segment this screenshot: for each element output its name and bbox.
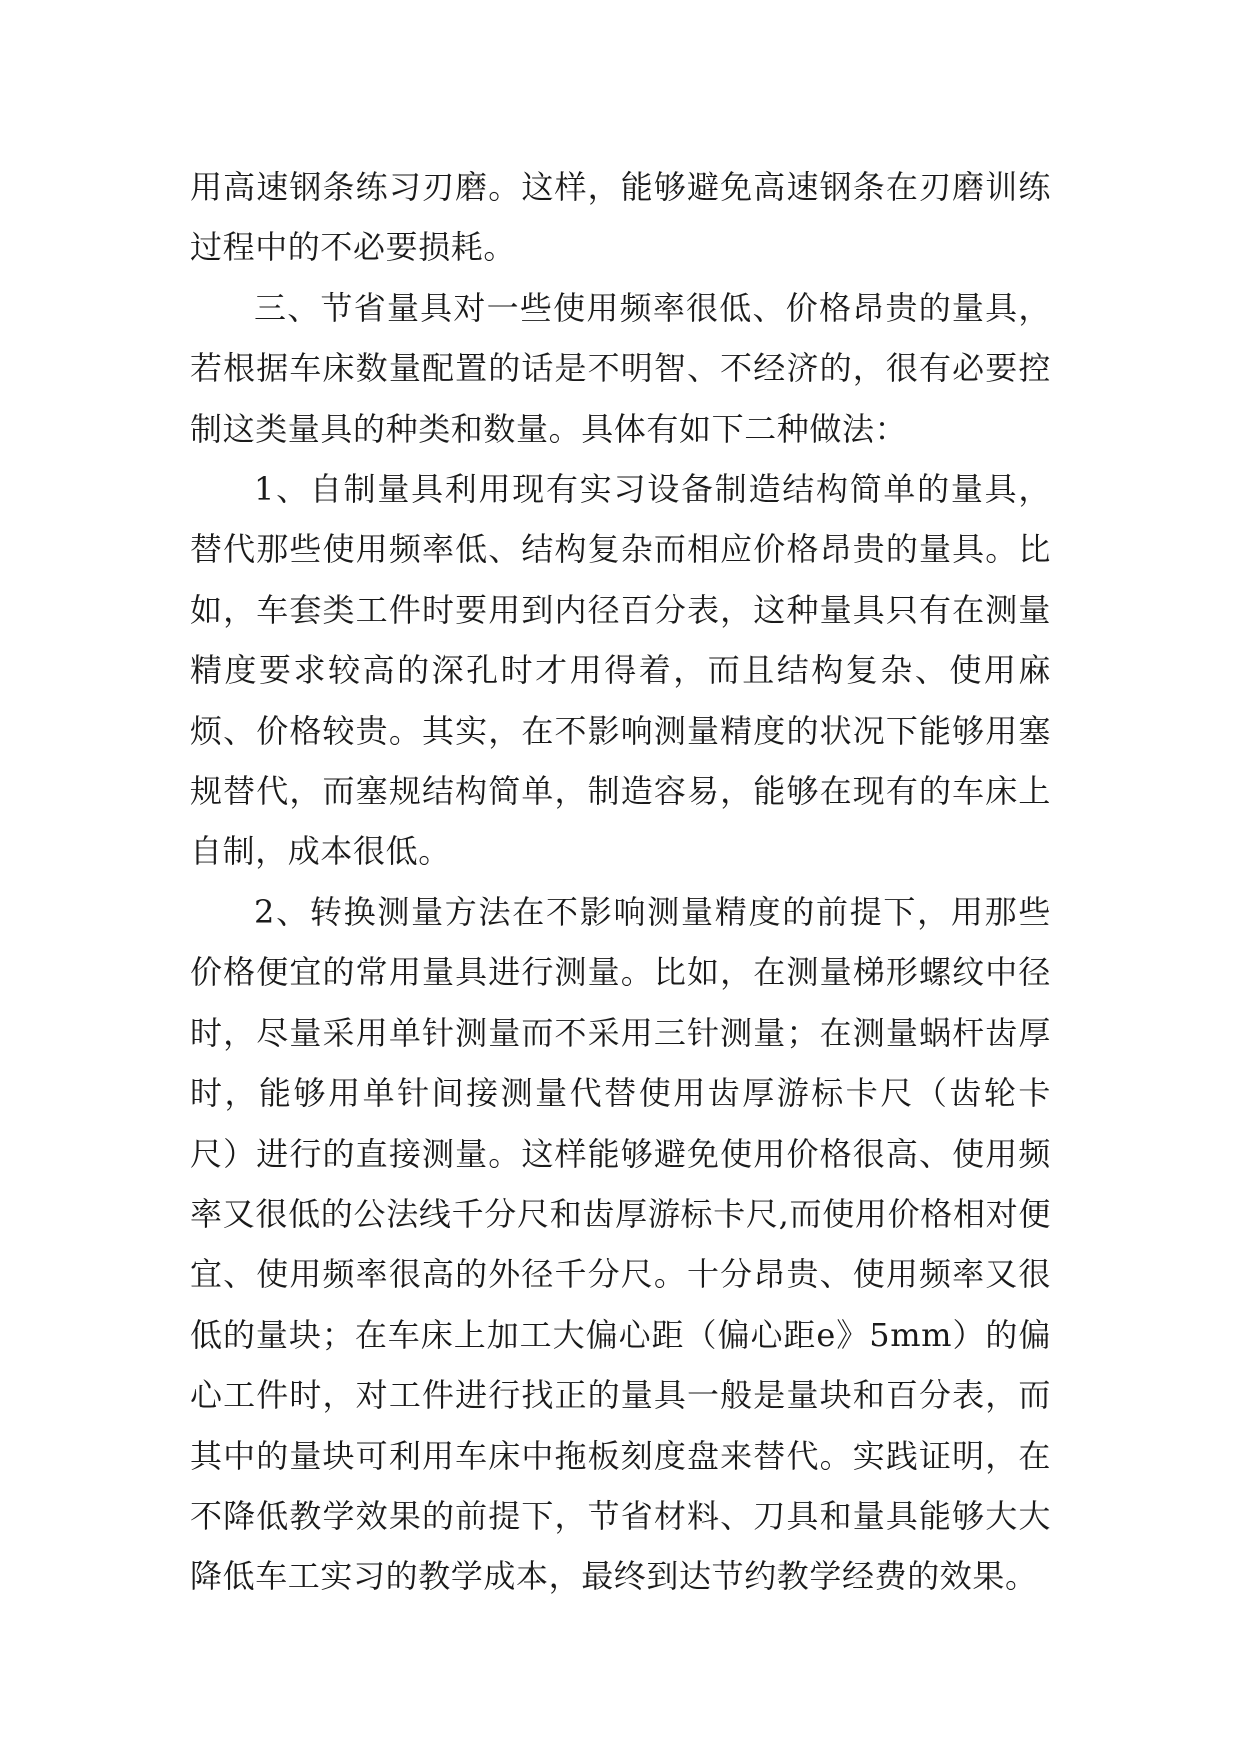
paragraph-item-two: 2、转换测量方法在不影响测量精度的前提下，用那些价格便宜的常用量具进行测量。比如，在测量梯形螺纹中径时，尽量采用单针测量而不采用三针测量；在测量蜗杆齿厚时，能够用单针间接测量代替使用齿厚游标卡尺（齿轮卡尺）进行的直接测量。这样能够避免使用价格很高、使用频率又很低的公法线千分尺和齿厚游标卡尺,而使用价格相对便宜、使用频率很高的外径千分尺。十分昂贵、使用频率又很低的量块；在车床上加工大偏心距（偏心距e》5mm）的偏心工件时，对工件进行找正的量具一般是量块和百分表，而其中的量块可利用车床中拖板刻度盘来替代。实践证明，在不降低教学效果的前提下，节省材料、刀具和量具能够大大降低车工实习的教学成本，最终到达节约教学经费的效果。	[190, 892, 1051, 1596]
paragraph-section-three: 三、节省量具对一些使用频率很低、价格昂贵的量具，若根据车床数量配置的话是不明智、不经济的，很有必要控制这类量具的种类和数量。具体有如下二种做法：	[190, 288, 1051, 448]
document-body	[190, 157, 1051, 1607]
paragraph-continuation: 用高速钢条练习刃磨。这样，能够避免高速钢条在刃磨训练过程中的不必要损耗。	[190, 168, 1051, 267]
paragraph-item-one: 1、自制量具利用现有实习设备制造结构简单的量具，替代那些使用频率低、结构复杂而相应价格昂贵的量具。比如，车套类工件时要用到内径百分表，这种量具只有在测量精度要求较高的深孔时才用得着，而且结构复杂、使用麻烦、价格较贵。其实，在不影响测量精度的状况下能够用塞规替代，而塞规结构简单，制造容易，能够在现有的车床上自制，成本很低。	[190, 470, 1051, 871]
